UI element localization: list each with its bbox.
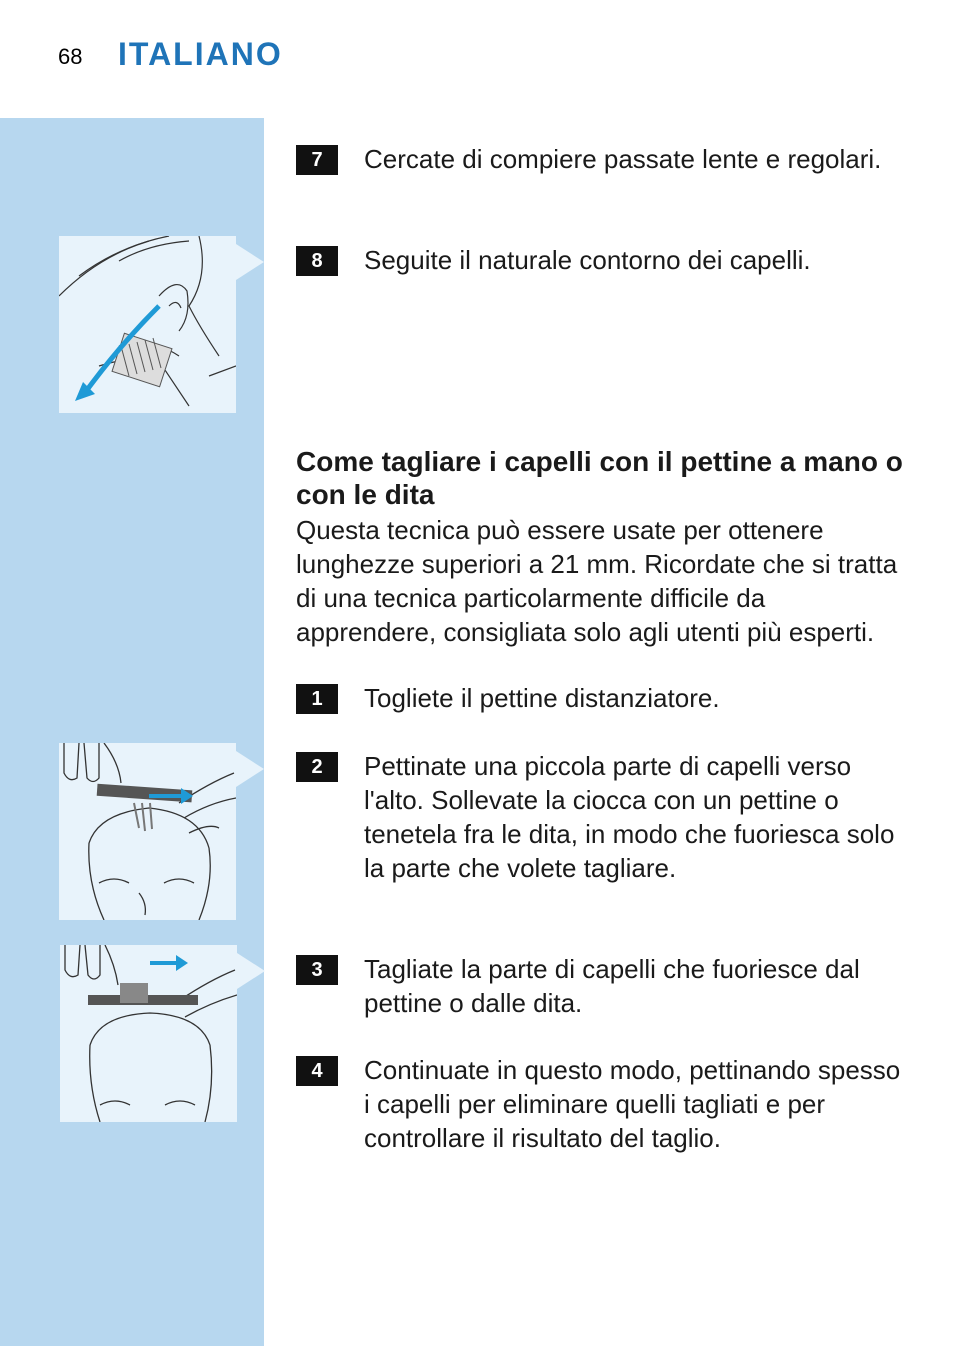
step-number: 2 xyxy=(296,752,338,782)
step-text: Continuate in questo modo, pettinando spesso i capelli per eliminare quelli tagliati e per controllare il risultato del taglio. xyxy=(364,1055,901,1153)
step-number: 1 xyxy=(296,684,338,714)
step-number: 8 xyxy=(296,246,338,276)
illustration-pointer xyxy=(236,244,264,280)
step-number: 4 xyxy=(296,1056,338,1086)
section-title: Come tagliare i capelli con il pettine a mano o con le dita xyxy=(296,446,903,510)
cutting-hair-drawing xyxy=(60,945,237,1122)
trimming-hairline-illustration xyxy=(59,236,236,413)
step-text: Pettinate una piccola parte di capelli verso l'alto. Sollevate la ciocca con un pettine o tenetela fra le dita, in modo che fuoriesca solo la parte che volete tagliare. xyxy=(364,751,895,883)
step-text: Togliete il pettine distanziatore. xyxy=(364,683,720,713)
step-number: 3 xyxy=(296,955,338,985)
illustration-pointer xyxy=(237,953,265,989)
step-text: Cercate di compiere passate lente e regolari. xyxy=(364,144,882,174)
page-number: 68 xyxy=(58,44,83,69)
cutting-hair-over-comb-illustration xyxy=(60,945,237,1122)
illustration-pointer xyxy=(236,751,264,787)
step-number: 7 xyxy=(296,145,338,175)
lifting-hair-drawing xyxy=(59,743,236,920)
step-text: Tagliate la parte di capelli che fuoriesce dal pettine o dalle dita. xyxy=(364,954,860,1018)
section-intro: Questa tecnica può essere usate per ottenere lunghezze superiori a 21 mm. Ricordate che si tratta di una tecnica particolarmente difficile da apprendere, consigliata solo agli utenti più esperti. xyxy=(296,515,898,647)
language-heading: ITALIANO xyxy=(118,36,283,72)
step-text: Seguite il naturale contorno dei capelli. xyxy=(364,245,811,275)
trimming-hairline-drawing xyxy=(59,236,236,413)
lifting-hair-with-comb-illustration xyxy=(59,743,236,920)
